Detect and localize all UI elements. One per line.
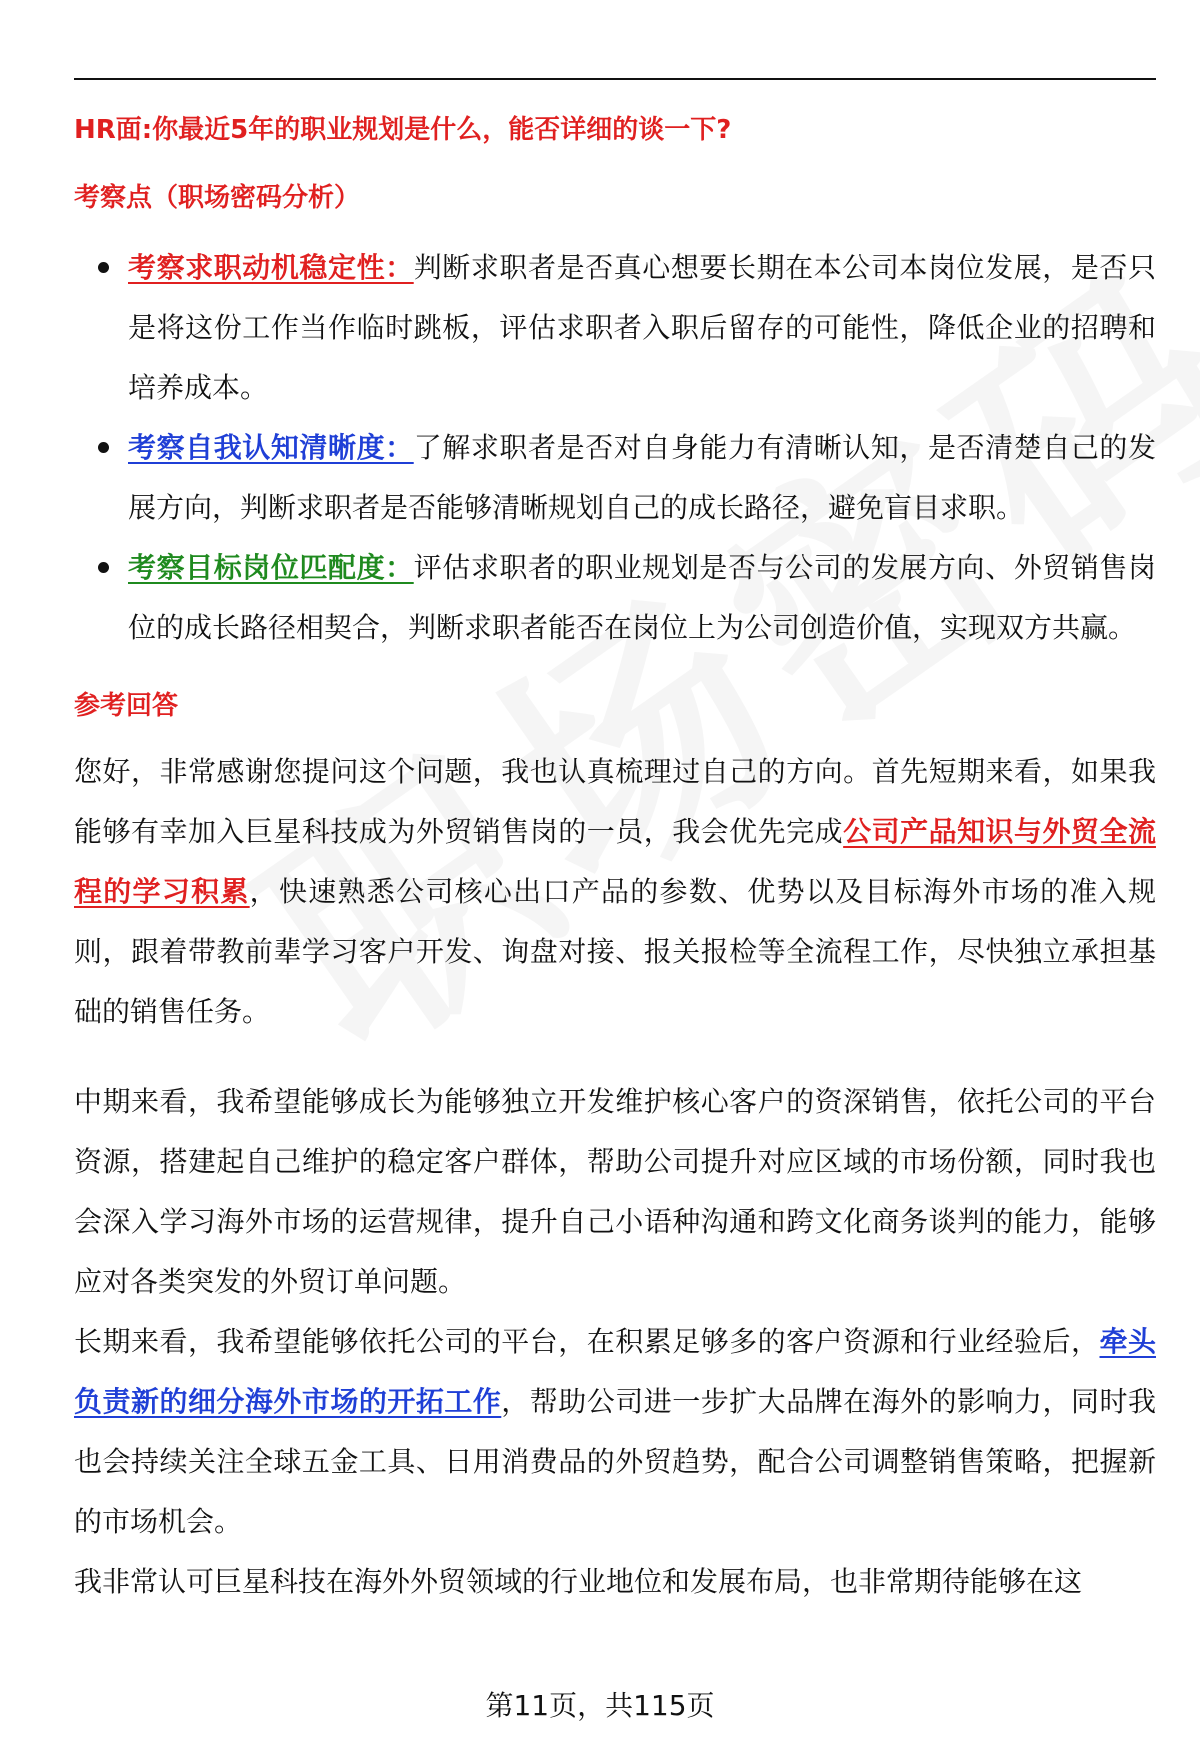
bullet-icon xyxy=(98,262,109,273)
answer-text: ，快速熟悉公司核心出口产品的参数、优势以及目标海外市场的准入规则，跟着带教前辈学习客户开发、询盘对接、报关报检等全流程工作，尽快独立承担基础的销售任务。 xyxy=(74,875,1156,1028)
analysis-points-list xyxy=(74,238,1156,658)
answer-highlight: 牵头负责新的细分海外市场的开拓工作 xyxy=(74,1325,1156,1418)
list-item xyxy=(74,238,1156,418)
answer-paragraph-1 xyxy=(74,742,1156,1042)
analysis-heading: 考察点（职场密码分析） xyxy=(74,183,361,213)
point-key: 考察目标岗位匹配度： xyxy=(128,551,414,584)
answer-paragraph-4: 我非常认可巨星科技在海外外贸领域的行业地位和发展布局，也非常期待能够在这 xyxy=(74,1565,1083,1598)
bullet-icon xyxy=(98,442,109,453)
point-text: 评估求职者的职业规划是否与公司的发展方向、外贸销售岗位的成长路径相契合，判断求职者能否在岗位上为公司创造价值，实现双方共赢。 xyxy=(128,551,1156,644)
answer-highlight: 公司产品知识与外贸全流程的学习积累 xyxy=(74,815,1156,908)
bullet-icon xyxy=(98,562,109,573)
point-text: 了解求职者是否对自身能力有清晰认知，是否清楚自己的发展方向，判断求职者是否能够清晰规划自己的成长路径，避免盲目求职。 xyxy=(128,431,1156,524)
answer-text: 您好，非常感谢您提问这个问题，我也认真梳理过自己的方向。首先短期来看，如果我能够有幸加入巨星科技成为外贸销售岗的一员，我会优先完成 xyxy=(74,755,1156,848)
point-text: 判断求职者是否真心想要长期在本公司本岗位发展，是否只是将这份工作当作临时跳板，评估求职者入职后留存的可能性，降低企业的招聘和培养成本。 xyxy=(128,251,1156,404)
answer-heading: 参考回答 xyxy=(74,691,179,721)
list-item xyxy=(74,538,1156,658)
page-content xyxy=(74,108,1156,1612)
page-number: 第11页，共115页 xyxy=(485,1689,715,1722)
list-item xyxy=(74,418,1156,538)
top-divider xyxy=(74,78,1156,80)
answer-text: ，帮助公司进一步扩大品牌在海外的影响力，同时我也会持续关注全球五金工具、日用消费品的外贸趋势，配合公司调整销售策略，把握新的市场机会。 xyxy=(74,1385,1156,1538)
answer-paragraph-2: 中期来看，我希望能够成长为能够独立开发维护核心客户的资深销售，依托公司的平台资源，搭建起自己维护的稳定客户群体，帮助公司提升对应区域的市场份额，同时我也会深入学习海外市场的运营规律，提升自己小语种沟通和跨文化商务谈判的能力，能够应对各类突发的外贸订单问题。 xyxy=(74,1085,1156,1298)
answer-text: 长期来看，我希望能够依托公司的平台，在积累足够多的客户资源和行业经验后， xyxy=(74,1325,1100,1358)
point-key: 考察自我认知清晰度： xyxy=(128,431,414,464)
answer-paragraph-3 xyxy=(74,1312,1156,1552)
question-heading: HR面:你最近5年的职业规划是什么，能否详细的谈一下? xyxy=(74,115,732,145)
point-key: 考察求职动机稳定性： xyxy=(128,251,414,284)
